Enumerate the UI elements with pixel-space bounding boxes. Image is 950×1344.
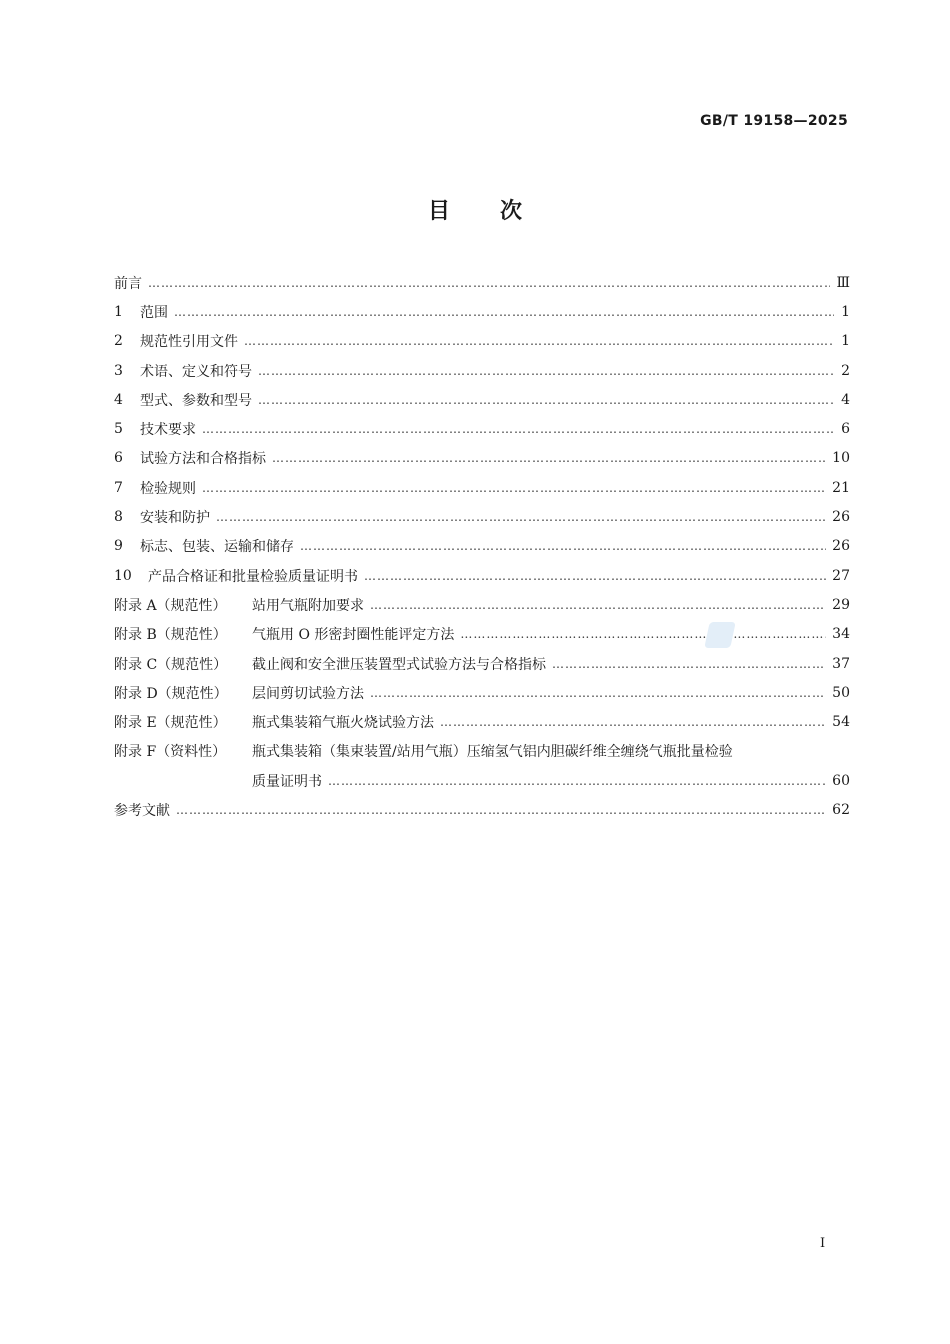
toc-page: 37 (832, 655, 850, 672)
dot-leader (370, 686, 826, 700)
toc-entry-foreword[interactable] (114, 268, 850, 297)
toc-label: 检验规则 (140, 480, 196, 497)
dot-leader (300, 539, 826, 553)
toc-page: 2 (841, 362, 850, 379)
toc-entry-bibliography[interactable] (114, 795, 850, 824)
dot-leader (272, 451, 826, 465)
toc-label: 瓶式集装箱（集束装置/站用气瓶）压缩氢气铝内胆碳纤维全缠绕气瓶批量检验 (252, 744, 733, 761)
toc-entry-2[interactable] (114, 327, 850, 356)
toc-entry-1[interactable] (114, 297, 850, 326)
toc-entry-4[interactable] (114, 385, 850, 414)
dot-leader (440, 715, 826, 729)
annex-tag: 附录 D（规范性） (114, 685, 228, 702)
dot-leader (148, 276, 830, 290)
toc-entry-8[interactable] (114, 502, 850, 531)
dot-leader (216, 510, 826, 524)
toc-entry-9[interactable] (114, 532, 850, 561)
toc-label: 气瓶用 O 形密封圈性能评定方法 (252, 627, 455, 644)
toc-label: 范围 (140, 304, 168, 321)
toc-entry-annex-a[interactable] (114, 590, 850, 619)
toc-page: 62 (832, 801, 850, 818)
toc-page: 26 (832, 538, 850, 555)
toc-entry-10[interactable] (114, 561, 850, 590)
toc-entry-3[interactable] (114, 356, 850, 385)
toc-page: 4 (841, 391, 850, 408)
dot-leader (258, 393, 834, 407)
toc-page: 54 (832, 714, 850, 731)
toc-page: 1 (841, 303, 850, 320)
toc-entry-annex-e[interactable] (114, 707, 850, 736)
toc-number: 8 (114, 509, 123, 526)
toc-label: 规范性引用文件 (140, 334, 238, 351)
toc-page: 10 (832, 450, 850, 467)
toc-label: 站用气瓶附加要求 (252, 597, 364, 614)
standard-number: GB/T 19158—2025 (700, 113, 848, 129)
toc-number: 6 (114, 450, 123, 467)
toc-number: 1 (114, 303, 123, 320)
toc-label: 前言 (114, 275, 142, 292)
toc-number: 5 (114, 421, 123, 438)
toc-label: 试验方法和合格指标 (140, 451, 266, 468)
toc-page: 60 (832, 772, 850, 789)
toc-entry-annex-d[interactable] (114, 678, 850, 707)
annex-tag: 附录 F（资料性） (114, 744, 227, 761)
toc-page: 29 (832, 596, 850, 613)
toc-number: 4 (114, 391, 123, 408)
toc-page: 6 (841, 421, 850, 438)
dot-leader (244, 334, 834, 348)
toc-number: 7 (114, 479, 123, 496)
dot-leader (552, 657, 826, 671)
toc-number: 3 (114, 362, 123, 379)
dot-leader (370, 598, 826, 612)
dot-leader (258, 364, 834, 378)
toc-entry-5[interactable] (114, 414, 850, 443)
dot-leader (176, 803, 826, 817)
annex-tag: 附录 A（规范性） (114, 597, 227, 614)
toc-label: 层间剪切试验方法 (252, 685, 364, 702)
toc-label: 参考文献 (114, 802, 170, 819)
toc-page: 1 (841, 333, 850, 350)
table-of-contents (114, 268, 850, 825)
toc-entry-annex-b[interactable] (114, 620, 850, 649)
dot-leader (202, 481, 826, 495)
toc-label: 安装和防护 (140, 510, 210, 527)
dot-leader (460, 627, 826, 641)
toc-label: 术语、定义和符号 (140, 363, 252, 380)
toc-label: 截止阀和安全泄压装置型式试验方法与合格指标 (252, 656, 546, 673)
toc-page: Ⅲ (836, 274, 850, 291)
dot-leader (328, 774, 826, 788)
toc-label-continued: 质量证明书 (252, 773, 322, 790)
toc-entry-annex-c[interactable] (114, 649, 850, 678)
toc-page: 21 (832, 479, 850, 496)
toc-label: 型式、参数和型号 (140, 392, 252, 409)
toc-page: 26 (832, 509, 850, 526)
toc-number: 2 (114, 333, 123, 350)
page-number: Ⅰ (820, 1236, 826, 1251)
toc-label: 瓶式集装箱气瓶火烧试验方法 (252, 715, 434, 732)
toc-number: 10 (114, 567, 132, 584)
toc-title: 目次 (427, 199, 572, 224)
toc-entry-annex-f[interactable] (114, 737, 850, 766)
toc-entry-6[interactable] (114, 444, 850, 473)
dot-leader (202, 422, 834, 436)
toc-label: 技术要求 (140, 422, 196, 439)
annex-tag: 附录 E（规范性） (114, 715, 227, 732)
annex-tag: 附录 B（规范性） (114, 627, 227, 644)
toc-entry-7[interactable] (114, 473, 850, 502)
dot-leader (174, 305, 834, 319)
toc-label: 标志、包装、运输和储存 (140, 539, 294, 556)
toc-number: 9 (114, 538, 123, 555)
toc-page: 27 (832, 567, 850, 584)
watermark-logo-icon (704, 622, 736, 648)
toc-page: 50 (832, 684, 850, 701)
toc-entry-annex-f-continued[interactable] (114, 766, 850, 795)
toc-page: 34 (832, 626, 850, 643)
toc-label: 产品合格证和批量检验质量证明书 (148, 568, 358, 585)
dot-leader (364, 569, 826, 583)
annex-tag: 附录 C（规范性） (114, 656, 228, 673)
